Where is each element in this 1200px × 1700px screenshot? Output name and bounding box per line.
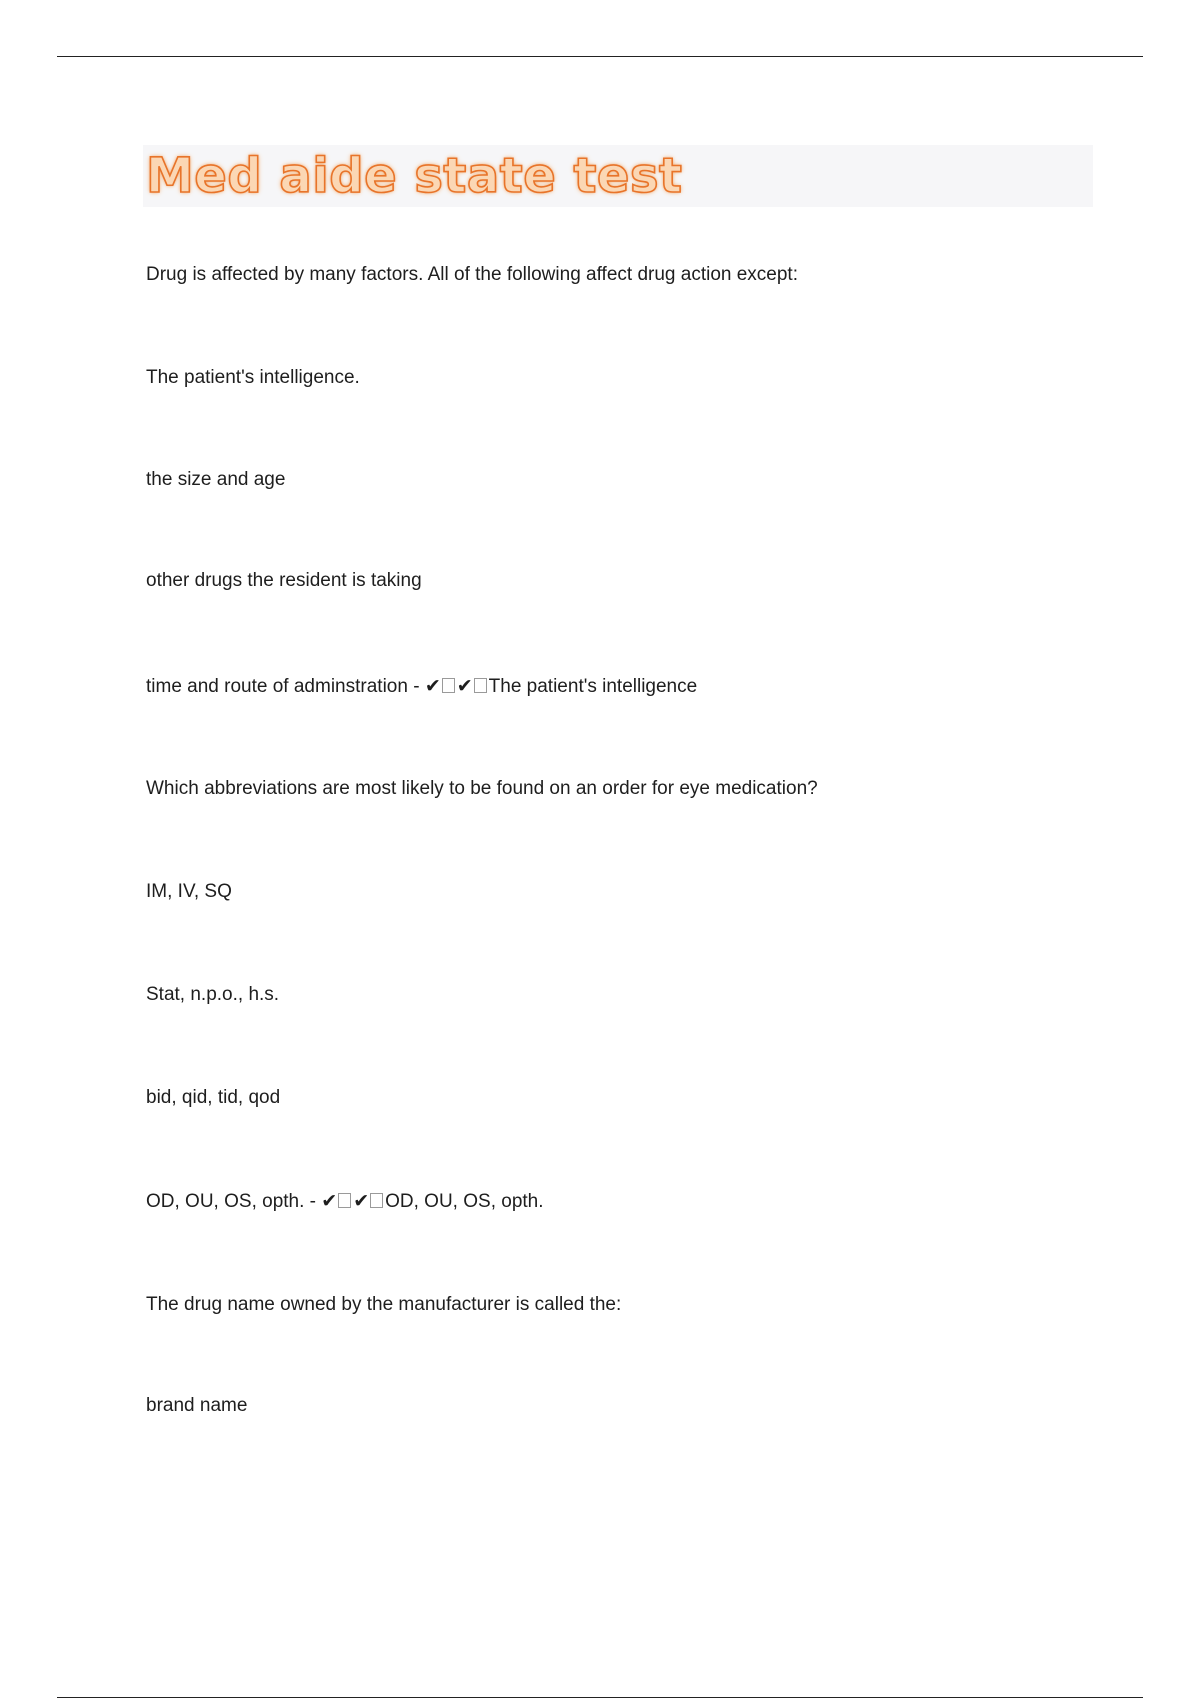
check-icon: ✔	[424, 675, 441, 697]
empty-box-icon	[474, 678, 487, 693]
option-text: bid, qid, tid, qod	[146, 1087, 281, 1108]
question-2: Which abbreviations are most likely to be found on an order for eye medication?	[146, 778, 818, 799]
check-icon: ✔	[353, 1190, 370, 1212]
question-1: Drug is affected by many factors. All of the following affect drug action except:	[146, 264, 798, 285]
check-icon: ✔	[321, 1190, 338, 1212]
option-text: the size and age	[146, 469, 286, 490]
option-text: IM, IV, SQ	[146, 881, 232, 902]
header-rule	[57, 56, 1143, 57]
question-3: The drug name owned by the manufacturer is called the:	[146, 1294, 622, 1315]
answer-line-2	[146, 1189, 544, 1214]
option-text: brand name	[146, 1395, 248, 1416]
empty-box-icon	[338, 1193, 351, 1208]
option-text: other drugs the resident is taking	[146, 570, 422, 591]
answer-text: The patient's intelligence	[488, 676, 698, 697]
option-text: Stat, n.p.o., h.s.	[146, 984, 280, 1005]
answer-line-1	[146, 674, 697, 699]
document-title: Med aide state test	[146, 148, 683, 204]
empty-box-icon	[370, 1193, 383, 1208]
answer-text: OD, OU, OS, opth.	[385, 1191, 544, 1212]
option-text: OD, OU, OS, opth. -	[146, 1191, 322, 1212]
check-icon: ✔	[456, 675, 473, 697]
footer-rule	[57, 1697, 1143, 1698]
empty-box-icon	[442, 678, 455, 693]
option-text: time and route of adminstration -	[146, 676, 425, 697]
option-text: The patient's intelligence.	[146, 367, 360, 388]
